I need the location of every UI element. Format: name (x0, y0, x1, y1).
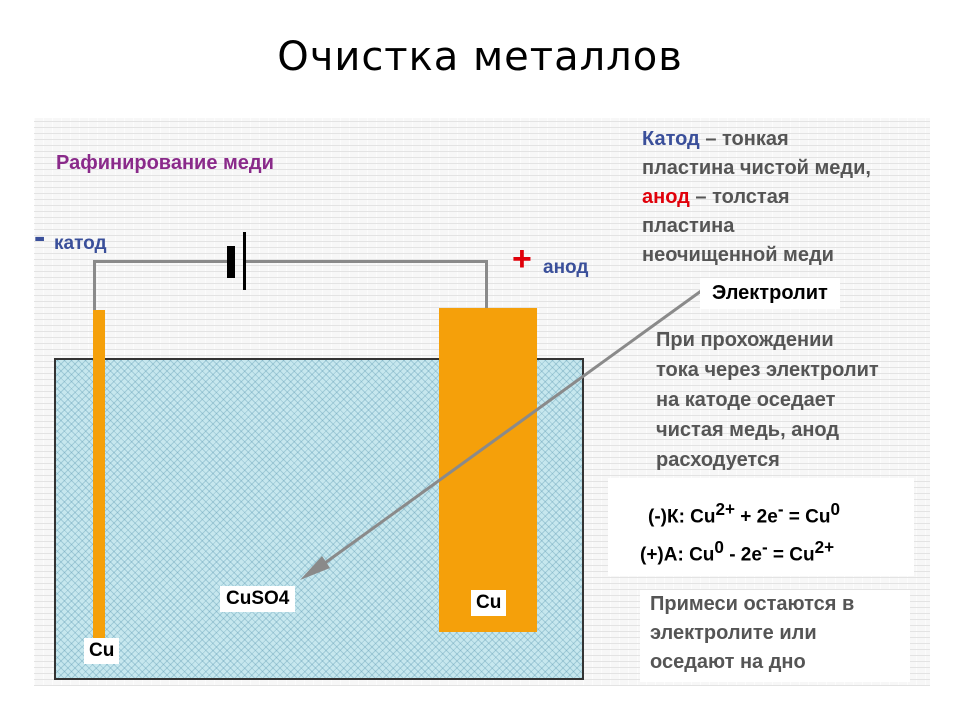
cathode-label: катод (54, 233, 107, 254)
electrolyte-label: Электролит (700, 278, 840, 309)
cathode-sign: - (34, 218, 46, 256)
cathode-term: Катод (642, 128, 700, 150)
slide-title: Очистка металлов (277, 34, 683, 80)
description-block: Катод – тонкая пластина чистой меди, анод – толстая пластина неочищенной меди (642, 128, 871, 266)
process-text: При прохождении тока через электролит на катоде оседает чистая медь, анод расходуется (656, 329, 879, 471)
cathode-equation: (-)К: $Cu^{2+} + 2e^- = Cu^0$ (648, 500, 841, 528)
anode-term: анод (642, 186, 690, 208)
anode-equation: (+)А: $Cu^0 - 2e^- = Cu^{2+}$ (640, 538, 835, 566)
cathode-metal-label: Cu (84, 638, 119, 664)
anode-label: анод (543, 257, 589, 278)
anode-sign: + (512, 240, 532, 278)
impurities-text: Примеси остаются в электролите или оседают на дно (650, 593, 855, 673)
solution-label: CuSO4 (220, 586, 295, 612)
anode-metal-label: Cu (471, 590, 506, 616)
subtitle: Рафинирование меди (56, 152, 274, 174)
